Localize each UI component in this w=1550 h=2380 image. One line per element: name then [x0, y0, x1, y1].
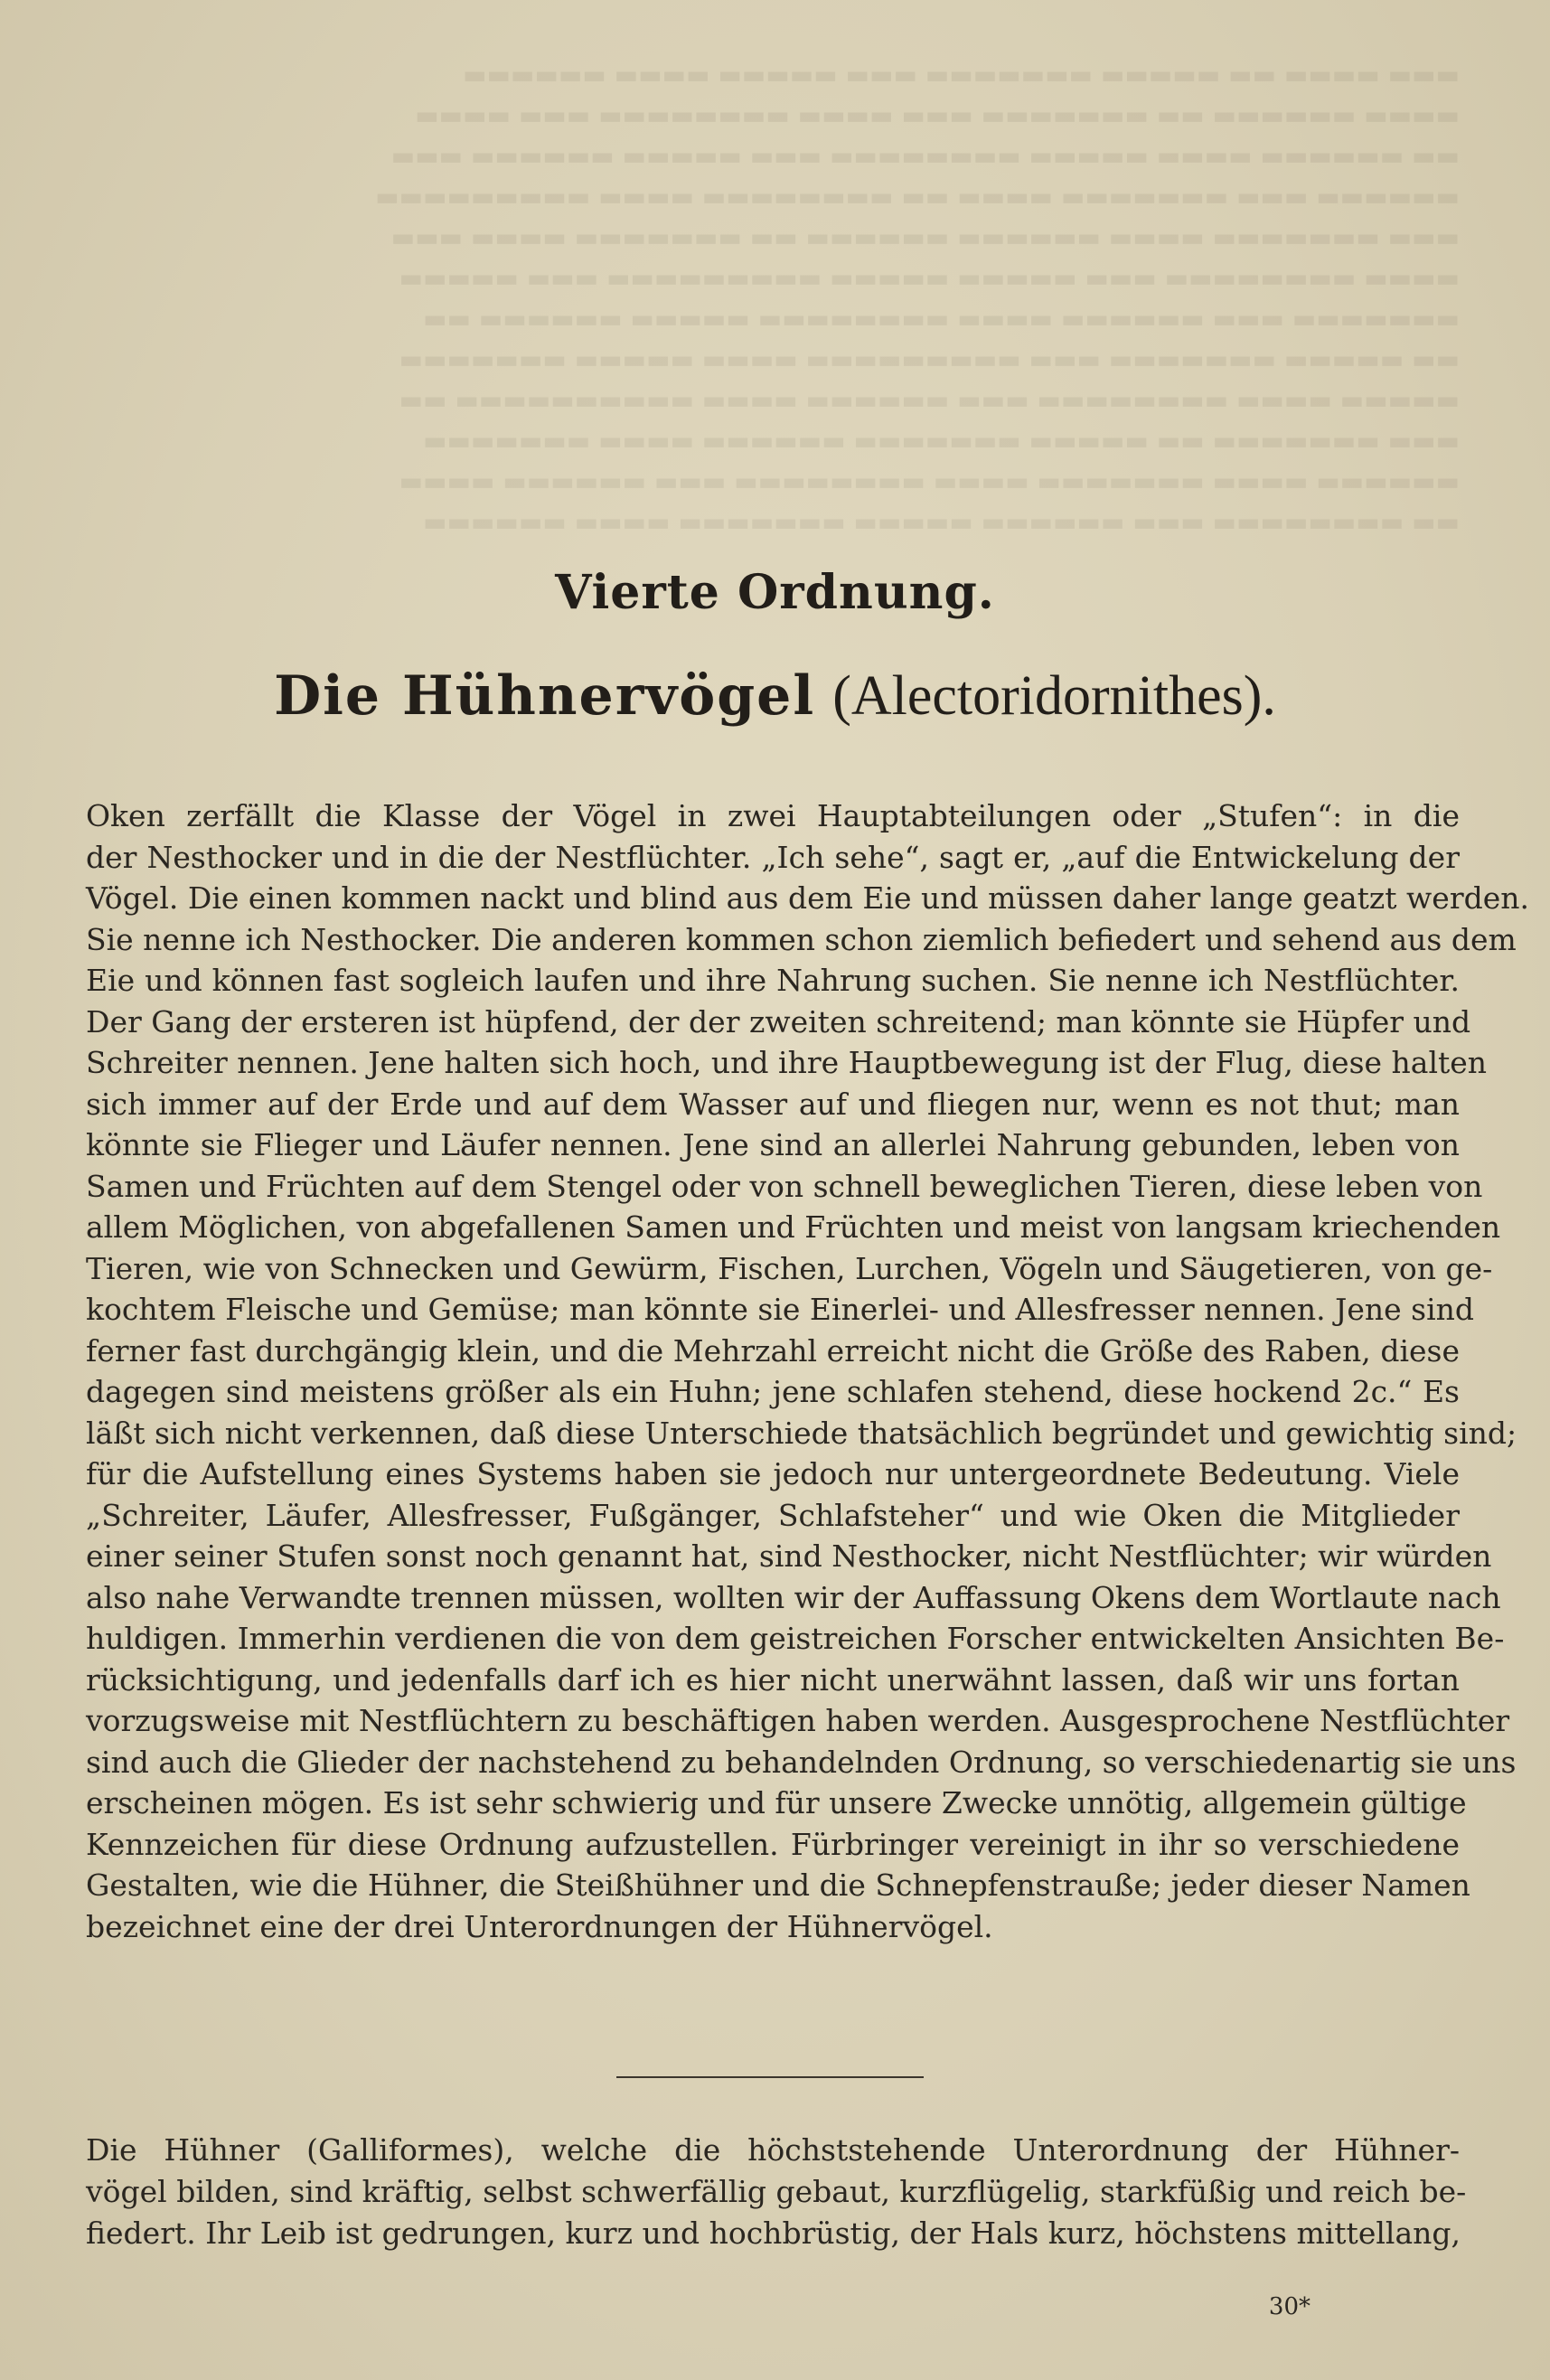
- text-line: kochtem Fleische und Gemüse; man könnte sie Einerlei- und Allesfresser nennen. Jene sind: [86, 1292, 1475, 1327]
- text-line: Gestalten, wie die Hühner, die Steißhühner und die Schnepfenstrauße; jeder dieser Namen: [86, 1867, 1470, 1903]
- text-line: Die Hühner (Galliformes), welche die höchststehende Unterordnung der Hühner-: [86, 2132, 1460, 2168]
- text-line: Oken zerfällt die Klasse der Vögel in zwei Hauptabteilungen oder „Stufen“: in die: [86, 798, 1460, 833]
- text-line: huldigen. Immerhin verdienen die von dem geistreichen Forscher entwickelten Ansichten Be-: [86, 1621, 1505, 1656]
- text-line: ferner fast durchgängig klein, und die Mehrzahl erreicht nicht die Größe des Raben, diese: [86, 1332, 1460, 1369]
- text-line: Kennzeichen für diese Ordnung aufzustellen. Fürbringer vereinigt in ihr so verschiedene: [86, 1826, 1460, 1862]
- section-divider: [616, 2076, 924, 2078]
- text-line: vorzugsweise mit Nestflüchtern zu beschäftigen haben werden. Ausgesprochene Nestflüchter: [86, 1703, 1510, 1738]
- text-line: fiedert. Ihr Leib ist gedrungen, kurz und hochbrüstig, der Hals kurz, höchstens mittellang,: [86, 2215, 1461, 2251]
- text-line: Der Gang der ersteren ist hüpfend, der der zweiten schreitend; man könnte sie Hüpfer und: [86, 1003, 1471, 1039]
- text-line: Sie nenne ich Nesthocker. Die anderen kommen schon ziemlich befiedert und sehend aus dem: [86, 921, 1517, 957]
- group-heading: [0, 664, 1550, 729]
- text-line: also nahe Verwandte trennen müssen, wollten wir der Auffassung Okens dem Wortlaute nach: [86, 1579, 1501, 1615]
- text-line: der Nesthocker und in die der Nestflüchter. „Ich sehe“, sagt er, „auf die Entwickelung der: [86, 839, 1460, 875]
- text-line: „Schreiter, Läufer, Allesfresser, Fußgänger, Schlafsteher“ und wie Oken die Mitglieder: [86, 1497, 1460, 1533]
- text-line: Tieren, wie von Schnecken und Gewürm, Fischen, Lurchen, Vögeln und Säugetieren, von ge-: [86, 1250, 1493, 1286]
- text-line: rücksichtigung, und jedenfalls darf ich es hier nicht unerwähnt lassen, daß wir uns fortan: [86, 1661, 1460, 1698]
- text-line: allem Möglichen, von abgefallenen Samen und Früchten und meist von langsam kriechenden: [86, 1209, 1501, 1245]
- text-line: einer seiner Stufen sonst noch genannt hat, sind Nesthocker, nicht Nestflüchter; wir würden: [86, 1538, 1492, 1574]
- paragraph-galliformes: [86, 2130, 1467, 2254]
- text-line: für die Aufstellung eines Systems haben sie jedoch nur untergeordnete Bedeutung. Viele: [86, 1456, 1460, 1491]
- text-line: läßt sich nicht verkennen, daß diese Unterschiede thatsächlich begründet und gewichtig sind;: [86, 1415, 1517, 1451]
- text-line: dagegen sind meistens größer als ein Huhn; jene schlafen stehend, diese hockend 2c.“ Es: [86, 1374, 1460, 1409]
- group-heading-german: Die Hühnervögel: [274, 664, 816, 728]
- text-line: sind auch die Glieder der nachstehend zu behandelnden Ordnung, so verschiedenartig sie uns: [86, 1744, 1517, 1780]
- text-line: erscheinen mögen. Es ist sehr schwierig und für unsere Zwecke unnötig, allgemein gültige: [86, 1785, 1467, 1820]
- text-line: Eie und können fast sogleich laufen und ihre Nahrung suchen. Sie nenne ich Nestflüchter.: [86, 963, 1460, 998]
- text-line: Schreiter nennen. Jene halten sich hoch, und ihre Hauptbewegung ist der Flug, diese halten: [86, 1045, 1488, 1080]
- text-line: sich immer auf der Erde und auf dem Wasser auf und fliegen nur, wenn es not thut; man: [86, 1086, 1460, 1122]
- show-through-text: ▬▬▬ ▬▬▬▬ ▬▬ ▬▬▬▬▬ ▬▬▬▬▬▬▬ ▬▬▬ ▬▬▬▬▬ ▬▬▬▬ ▬▬▬▬▬▬ ▬▬▬▬ ▬▬▬▬▬▬ ▬▬ ▬▬▬▬▬▬▬ ▬▬▬ ▬▬▬▬ ▬▬▬▬▬▬▬▬ ▬▬▬ ▬▬▬▬ ▬▬ ▬▬▬▬▬▬ ▬▬▬▬ ▬▬▬▬▬ ▬▬▬▬▬▬▬▬ ▬▬▬ ▬▬▬▬▬ ▬▬▬▬▬▬ ▬▬▬ ▬▬▬▬▬▬ ▬▬▬ ▬▬▬▬▬▬▬ ▬▬▬▬ ▬▬ ▬▬▬▬▬▬▬▬ ▬▬▬▬ ▬▬▬▬▬▬▬▬▬ ▬▬▬ ▬▬▬▬▬▬▬ ▬▬▬▬ ▬▬▬▬▬▬ ▬▬▬▬▬▬ ▬▬ ▬▬▬▬▬▬▬ ▬▬▬▬ ▬▬▬ ▬▬▬▬ ▬▬▬▬▬▬▬▬ ▬▬▬ ▬▬▬▬▬ ▬▬▬▬▬ ▬▬▬▬▬▬▬▬▬ ▬▬▬ ▬▬▬▬▬ ▬▬▬▬▬▬▬ ▬▬▬ ▬▬▬▬▬▬ ▬▬▬▬ ▬▬▬▬▬▬▬▬ ▬▬▬▬▬ ▬▬▬▬▬▬ ▬▬ ▬▬ ▬▬▬▬▬ ▬▬▬▬▬▬▬ ▬▬▬ ▬▬▬▬▬▬▬▬▬ ▬▬▬▬ ▬▬▬▬▬ ▬▬▬▬▬▬▬ ▬▬▬▬▬ ▬▬▬▬ ▬▬▬▬▬▬▬▬ ▬▬▬ ▬▬▬▬▬▬ ▬▬▬▬ ▬▬▬▬▬▬▬▬▬▬ ▬▬ ▬▬▬ ▬▬▬▬▬▬▬ ▬▬ ▬▬▬▬▬ ▬▬▬▬▬▬▬ ▬▬▬▬▬▬ ▬▬▬▬ ▬▬▬▬▬▬▬ ▬▬▬▬▬▬ ▬▬▬▬ ▬▬▬▬▬▬▬ ▬▬▬▬ ▬▬▬▬▬▬▬▬ ▬▬▬ ▬▬▬▬▬▬ ▬▬▬▬ ▬▬ ▬▬▬▬▬▬▬▬ ▬▬▬ ▬▬▬▬▬▬ ▬▬▬▬▬ ▬▬▬▬▬▬▬ ▬▬▬▬ ▬▬▬▬▬▬: [375, 60, 1460, 537]
- page-number: 30*: [1268, 2293, 1310, 2320]
- paragraph-oken: [86, 795, 1530, 1947]
- text-line: Vögel. Die einen kommen nackt und blind aus dem Eie und müssen daher lange geatzt werden.: [86, 880, 1530, 916]
- text-line: bezeichnet eine der drei Unterordnungen der Hühnervögel.: [86, 1908, 993, 1944]
- group-heading-latin: (Alectoridornithes).: [832, 665, 1276, 727]
- text-line: vögel bilden, sind kräftig, selbst schwerfällig gebaut, kurzflügelig, starkfüßig und reich be-: [86, 2174, 1467, 2209]
- text-line: Samen und Früchten auf dem Stengel oder von schnell beweglichen Tieren, diese leben von: [86, 1168, 1483, 1204]
- order-heading: Vierte Ordnung.: [555, 565, 995, 620]
- text-line: könnte sie Flieger und Läufer nennen. Jene sind an allerlei Nahrung gebunden, leben von: [86, 1127, 1460, 1162]
